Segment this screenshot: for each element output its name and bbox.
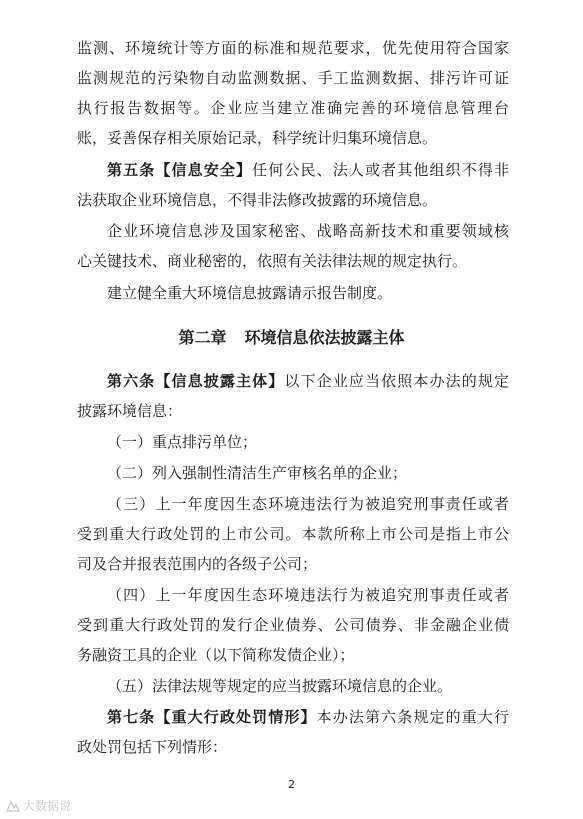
body-line: 监测规范的污染物自动监测数据、手工监测数据、排污许可证: [77, 69, 509, 87]
body-line: 法获取企业环境信息，不得非法修改披露的环境信息。: [77, 191, 438, 209]
body-line: 司及合并报表范围内的各级子公司；: [77, 555, 318, 573]
list-item: （三）上一年度因生态环境违法行为被追究刑事责任或者: [107, 495, 509, 513]
body-line: 政处罚包括下列情形：: [77, 738, 228, 756]
list-item: （四）上一年度因生态环境违法行为被追究刑事责任或者: [107, 586, 509, 604]
article-6-line: [107, 371, 509, 391]
chapter-heading: [0, 327, 583, 349]
article-5-label: 第五条【信息安全】: [107, 161, 253, 179]
article-5-text: 任何公民、法人或者其他组织不得非: [252, 161, 509, 179]
body-line: 受到重大行政处罚的上市公司。本款所称上市公司是指上市公: [77, 525, 509, 543]
body-line: 披露环境信息：: [77, 402, 183, 420]
list-item: （一）重点排污单位；: [107, 433, 258, 451]
body-line: 务融资工具的企业（以下简称发债企业）；: [77, 646, 355, 664]
body-line: 心关键技术、商业秘密的，依照有关法律法规的规定执行。: [77, 252, 468, 270]
watermark-logo-icon: [6, 800, 20, 812]
article-5-line: [107, 160, 509, 180]
article-7-line: [107, 707, 509, 727]
body-line: 建立健全重大环境信息披露请示报告制度。: [107, 284, 393, 302]
list-item: （五）法律法规等规定的应当披露环境信息的企业。: [107, 677, 453, 695]
chapter-title: 环境信息依法披露主体: [244, 328, 405, 347]
article-7-text: 本办法第六条规定的重大行: [316, 708, 509, 726]
article-6-text: 以下企业应当依照本办法的规定: [284, 372, 509, 390]
page-number: 2: [288, 778, 295, 791]
list-item: （二）列入强制性清洁生产审核名单的企业；: [107, 464, 408, 482]
body-line: 受到重大行政处罚的发行企业债券、公司债券、非金融企业债: [77, 616, 509, 634]
watermark: [6, 797, 71, 814]
article-6-label: 第六条【信息披露主体】: [107, 372, 285, 390]
body-line: 企业环境信息涉及国家秘密、战略高新技术和重要领域核: [107, 222, 509, 240]
body-line: 执行报告数据等。企业应当建立准确完善的环境信息管理台: [77, 99, 509, 117]
chapter-number: 第二章: [178, 328, 227, 347]
article-7-label: 第七条【重大行政处罚情形】: [107, 708, 317, 726]
watermark-text: 大数据说: [23, 799, 72, 813]
body-line: 监测、环境统计等方面的标准和规范要求，优先使用符合国家: [77, 39, 509, 57]
body-line: 账，妥善保存相关原始记录，科学统计归集环境信息。: [77, 129, 438, 147]
